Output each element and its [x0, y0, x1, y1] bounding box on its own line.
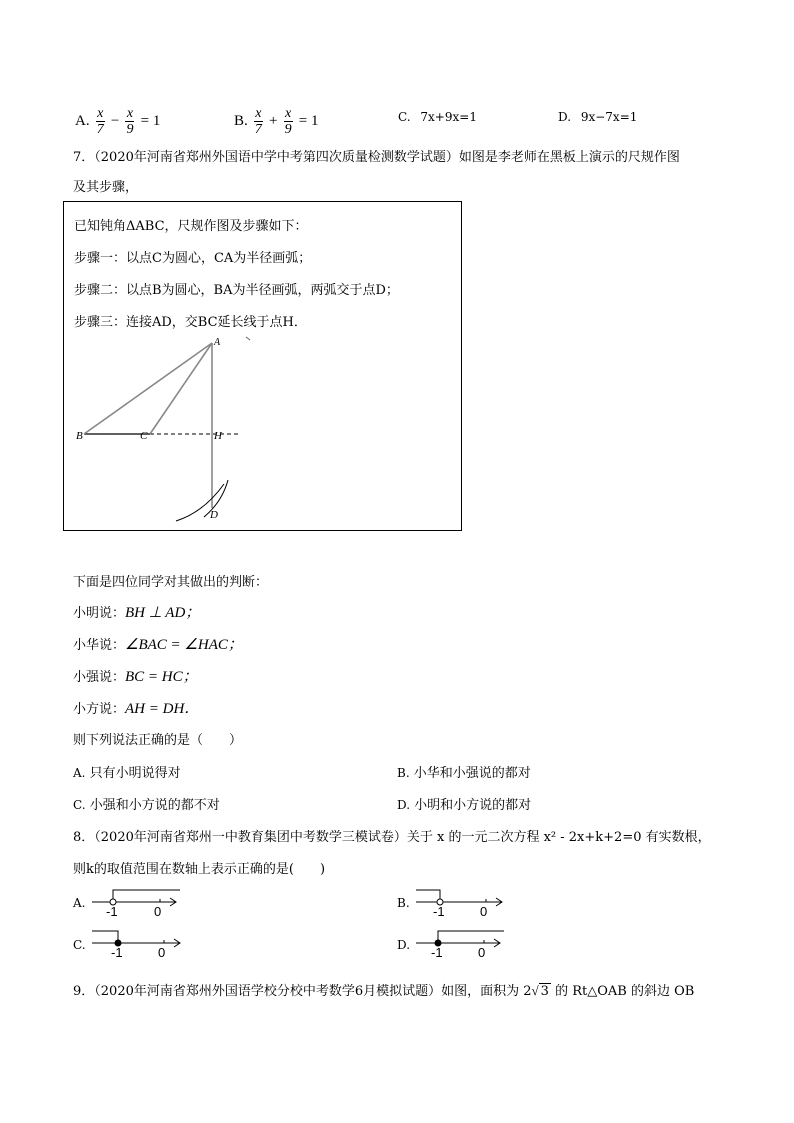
- q8-number-line-b[interactable]: [416, 883, 508, 919]
- q8-option-d-label[interactable]: D.: [397, 938, 411, 952]
- label-b: B: [76, 430, 83, 442]
- q7-option-c[interactable]: C. 小强和小方说的都不对: [73, 798, 220, 813]
- label-a: A: [214, 337, 221, 348]
- q7-stem-line2: 及其步骤，: [73, 180, 139, 195]
- q8-option-b-label[interactable]: B.: [397, 896, 410, 910]
- q9-stem: 9．（2020年河南省郑州外国语学校分校中考数学6月模拟试题）如图，面积为 2√ 3 的 Rt△OAB 的斜边 OB: [73, 983, 695, 999]
- sqrt-symbol: √: [531, 983, 539, 998]
- box-intro: 已知钝角ΔABC，尺规作图及步骤如下：: [74, 219, 308, 234]
- label-d: D: [210, 509, 218, 521]
- q6-option-b[interactable]: B. $\frac{x}{7}$ + $\frac{x}{9}$ = 1: [234, 106, 319, 137]
- construction-box: [63, 201, 462, 531]
- tick-0: 0: [480, 904, 488, 919]
- label-c: C: [140, 430, 148, 442]
- q8-number-line-d[interactable]: [416, 924, 506, 960]
- tick-0: 0: [478, 945, 486, 960]
- fraction: $\frac{x}{9}$: [126, 106, 134, 137]
- fraction: $\frac{x}{9}$: [284, 106, 292, 137]
- box-step2: 步骤二：以点B为圆心，BA为半径画弧，两弧交于点D；: [74, 283, 399, 298]
- box-step3: 步骤三：连接AD，交BC延长线于点H．: [74, 315, 307, 330]
- q6-option-c[interactable]: C. 7x+9x=1: [398, 110, 477, 124]
- q7-question: 则下列说法正确的是（ ）: [73, 733, 243, 748]
- q8-number-line-a[interactable]: [92, 883, 182, 919]
- q6-option-a[interactable]: A. $\frac{x}{7}$ − $\frac{x}{9}$ = 1: [75, 106, 161, 137]
- sqrt-radicand: 3: [540, 984, 549, 999]
- claim-xiaofang: 小方说：AH = DH．: [73, 701, 200, 717]
- tick-neg1: -1: [431, 945, 443, 960]
- q6-option-d[interactable]: D. 9x−7x=1: [558, 110, 638, 124]
- tick-neg1: -1: [433, 904, 445, 919]
- label-h: H: [214, 430, 222, 442]
- q7-stem-line1: 7．（2020年河南省郑州外国语中学中考第四次质量检测数学试题）如图是李老师在黑板上演示的尺规作图: [73, 150, 680, 165]
- q8-number-line-c[interactable]: [92, 924, 184, 960]
- tick-0: 0: [154, 904, 162, 919]
- q8-stem-line2: 则k的取值范围在数轴上表示正确的是( ): [73, 862, 326, 877]
- arc-mark: [246, 337, 250, 340]
- segment-ca: [150, 343, 212, 434]
- claim-xiaoqiang: 小强说：BC = HC；: [73, 669, 198, 685]
- q8-option-a-label[interactable]: A.: [73, 896, 86, 910]
- q7-option-d[interactable]: D. 小明和小方说的都对: [397, 798, 532, 813]
- q7-option-b[interactable]: B. 小华和小强说的都对: [397, 766, 531, 781]
- tick-neg1: -1: [106, 904, 118, 919]
- q8-stem-line1: 8．（2020年河南省郑州一中教育集团中考数学三模试卷）关于 x 的一元二次方程 x² - 2x+k+2=0 有实数根，: [73, 830, 711, 845]
- claim-xiaohua: 小华说：∠BAC = ∠HAC；: [73, 637, 243, 653]
- claim-xiaoming: 小明说：BH ⊥ AD；: [73, 605, 201, 621]
- construction-figure: [64, 202, 461, 530]
- q7-option-a[interactable]: A. 只有小明说得对: [73, 766, 181, 781]
- segment-ba: [84, 343, 212, 434]
- box-step1: 步骤一：以点C为圆心，CA为半径画弧；: [74, 251, 312, 266]
- fraction: $\frac{x}{7}$: [96, 106, 104, 137]
- fraction: $\frac{x}{7}$: [254, 106, 262, 137]
- tick-neg1: -1: [111, 945, 123, 960]
- q8-option-c-label[interactable]: C.: [73, 938, 86, 952]
- tick-0: 0: [158, 945, 166, 960]
- judge-intro: 下面是四位同学对其做出的判断：: [73, 575, 269, 590]
